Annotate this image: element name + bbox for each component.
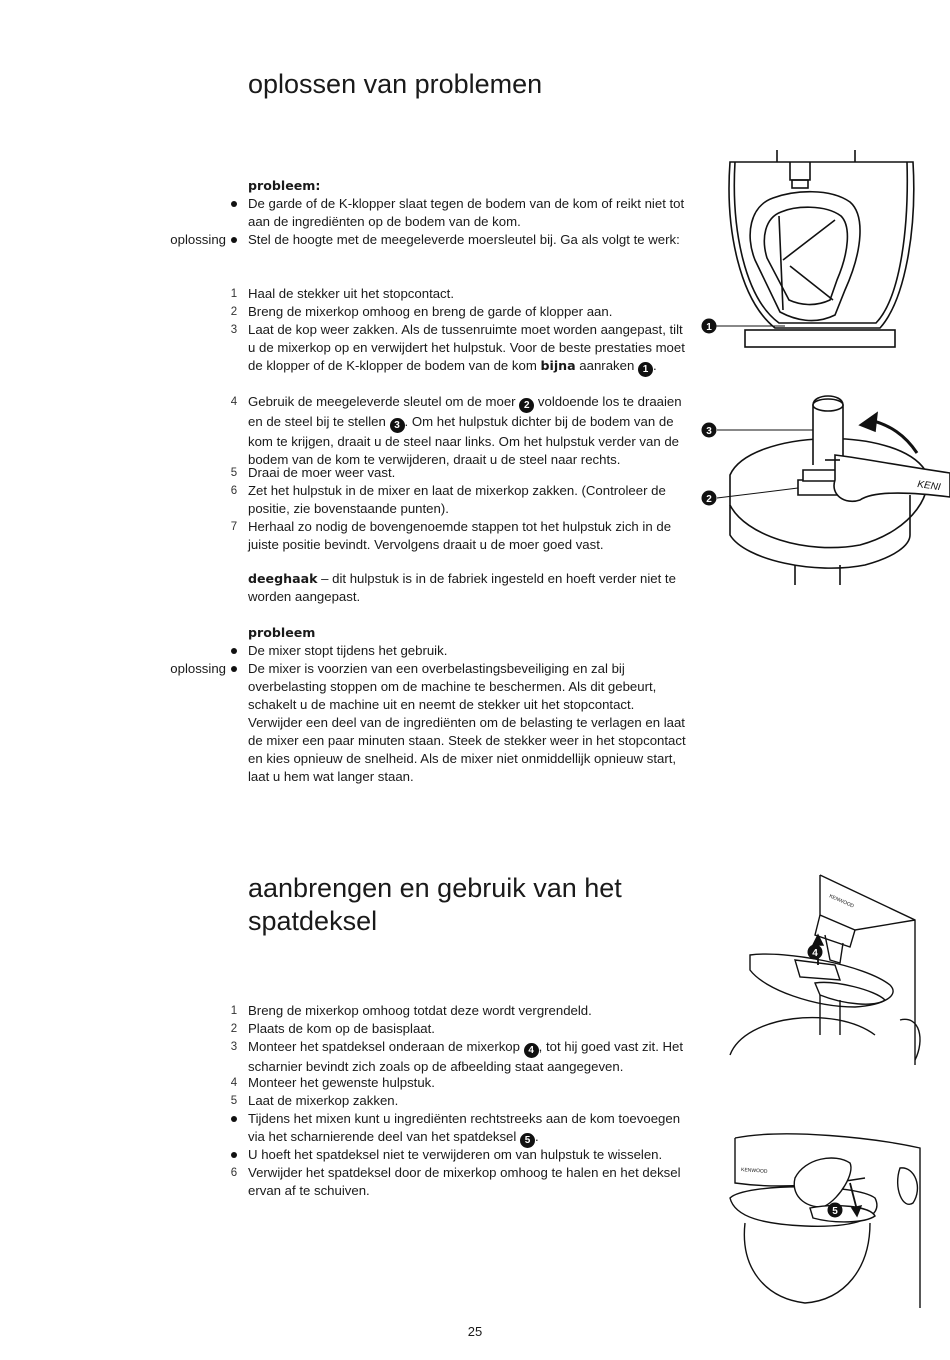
step-text-part: Gebruik de meegeleverde sleutel om de moer bbox=[248, 394, 520, 409]
step-text: Herhaal zo nodig de bovengenoemde stappen tot het hulpstuk zich in de juiste positie bevindt. Vervolgens draait u de moer goed vast. bbox=[248, 519, 672, 552]
figure-brand-text: KENWOOD bbox=[740, 1167, 768, 1175]
step-text: Plaats de kom op de basisplaat. bbox=[248, 1021, 435, 1036]
step-text bbox=[248, 393, 690, 469]
callout-badge: 4 bbox=[524, 1043, 539, 1058]
step-text bbox=[248, 1110, 690, 1148]
step-text: Breng de mixerkop omhoog totdat deze wordt vergrendeld. bbox=[248, 1003, 592, 1018]
step-text: U hoeft het spatdeksel niet te verwijderen om van hulpstuk te wisselen. bbox=[248, 1147, 663, 1162]
problem-heading: probleem bbox=[248, 625, 316, 640]
step-text: Breng de mixerkop omhoog en breng de garde of klopper aan. bbox=[248, 304, 613, 319]
step-number: 2 bbox=[230, 1023, 238, 1035]
step-text-part: . Om het hulpstuk dichter bij de bodem van de kom te krijgen, draait u de steel naar links. Om het hulpstuk verder van de bodem van de kom te verwijderen, draait u de steel naar rechts. bbox=[248, 414, 680, 467]
bullet-icon bbox=[231, 1152, 237, 1158]
step-number: 3 bbox=[230, 324, 238, 336]
solution-label: oplossing bbox=[170, 661, 226, 676]
step-number: 5 bbox=[230, 1095, 238, 1107]
bullet-icon bbox=[231, 1116, 237, 1122]
section-title-troubleshooting: oplossen van problemen bbox=[248, 69, 543, 99]
step-number: 1 bbox=[230, 1005, 238, 1017]
bullet-icon bbox=[231, 201, 237, 207]
step-text-part: Tijdens het mixen kunt u ingrediënten rechtstreeks aan de kom toevoegen via het scharnierende deel van het spatdeksel bbox=[248, 1111, 681, 1144]
step-text-part: , tot hij goed vast zit. Het scharnier bevindt zich zoals op de afbeelding staat aangegeven. bbox=[248, 1039, 684, 1074]
step-number: 5 bbox=[230, 467, 238, 479]
section-title-splash-guard: aanbrengen en gebruik van het spatdeksel bbox=[248, 873, 622, 936]
step-text-part: . bbox=[652, 358, 657, 373]
figure-callout: 5 bbox=[832, 1206, 838, 1217]
step-number: 1 bbox=[230, 288, 238, 300]
beater-bowl-illustration bbox=[695, 140, 945, 355]
step-text bbox=[248, 321, 690, 377]
step-text-part: Laat de kop weer zakken. Als de tussenruimte moet worden aangepast, tilt u de mixerkop op en verwijdert het hulpstuk. Voor de beste prestaties moet de klopper of de K-klopper de bodem van de kom bbox=[248, 322, 685, 373]
callout-badge: 1 bbox=[638, 362, 653, 377]
step-number: 2 bbox=[230, 306, 238, 318]
splash-guard-fitting-illustration bbox=[725, 865, 925, 1065]
bullet-icon bbox=[231, 666, 237, 672]
bold-word: bijna bbox=[540, 358, 576, 373]
splash-guard-hinge-illustration bbox=[725, 1128, 925, 1308]
step-text: Monteer het gewenste hulpstuk. bbox=[248, 1075, 435, 1090]
step-text: Laat de mixerkop zakken. bbox=[248, 1093, 399, 1108]
dough-hook-bold: deeghaak bbox=[248, 571, 318, 586]
bullet-icon bbox=[231, 237, 237, 243]
step-number: 7 bbox=[230, 521, 238, 533]
figure-callout: 4 bbox=[812, 948, 818, 959]
problem-text: De garde of de K-klopper slaat tegen de bodem van de kom of reikt niet tot aan de ingrediënten op de bodem van de kom. bbox=[248, 196, 685, 229]
step-text: Zet het hulpstuk in de mixer en laat de mixerkop zakken. (Controleer de positie, zie bovenstaande punten). bbox=[248, 483, 666, 516]
callout-badge: 5 bbox=[520, 1133, 535, 1148]
step-number: 6 bbox=[230, 485, 238, 497]
bullet-icon bbox=[231, 648, 237, 654]
callout-badge: 2 bbox=[519, 398, 534, 413]
figure-callout: 1 bbox=[706, 322, 712, 333]
step-text: Draai de moer weer vast. bbox=[248, 465, 396, 480]
step-text bbox=[248, 1038, 690, 1076]
spanner-adjust-illustration bbox=[695, 385, 950, 585]
step-text-part: Monteer het spatdeksel onderaan de mixerkop bbox=[248, 1039, 524, 1054]
page-number: 25 bbox=[467, 1324, 483, 1339]
figure-brand-text: KENWOOD bbox=[828, 893, 855, 910]
step-number: 4 bbox=[230, 396, 238, 408]
step-text: Haal de stekker uit het stopcontact. bbox=[248, 286, 454, 301]
figure-callout: 3 bbox=[706, 426, 712, 437]
problem-heading: probleem: bbox=[248, 178, 321, 193]
step-number: 6 bbox=[230, 1167, 238, 1179]
step-text-part: aanraken bbox=[575, 358, 638, 373]
solution-text: De mixer is voorzien van een overbelastingsbeveiliging en zal bij overbelasting stoppen om de machine te beschermen. Als dit gebeurt, schakelt u de machine uit en neemt de stekker uit het stopcontact. Verwijder een deel van de ingrediënten om de belasting te verlagen en laat de mixer een paar minuten staan. Steek de stekker weer in het stopcontact en kies opnieuw de snelheid. Als de mixer niet onmiddellijk opnieuw start, laat u hem wat langer staan. bbox=[248, 661, 686, 784]
step-text-part: voldoende los te draaien en de steel bij te stellen bbox=[248, 394, 682, 429]
solution-text: Stel de hoogte met de meegeleverde moersleutel bij. Ga als volgt te werk: bbox=[248, 232, 680, 247]
dough-hook-text: – dit hulpstuk is in de fabriek ingesteld en hoeft verder niet te worden aangepast. bbox=[248, 571, 676, 604]
step-text-part: . bbox=[535, 1129, 539, 1144]
solution-label: oplossing bbox=[170, 232, 226, 247]
figure-brand-text: KENI bbox=[916, 479, 942, 494]
step-number: 3 bbox=[230, 1041, 238, 1053]
figure-callout: 2 bbox=[706, 494, 712, 505]
callout-badge: 3 bbox=[390, 418, 405, 433]
step-number: 4 bbox=[230, 1077, 238, 1089]
problem-text: De mixer stopt tijdens het gebruik. bbox=[248, 643, 448, 658]
step-text: Verwijder het spatdeksel door de mixerkop omhoog te halen en het deksel ervan af te schuiven. bbox=[248, 1165, 681, 1198]
